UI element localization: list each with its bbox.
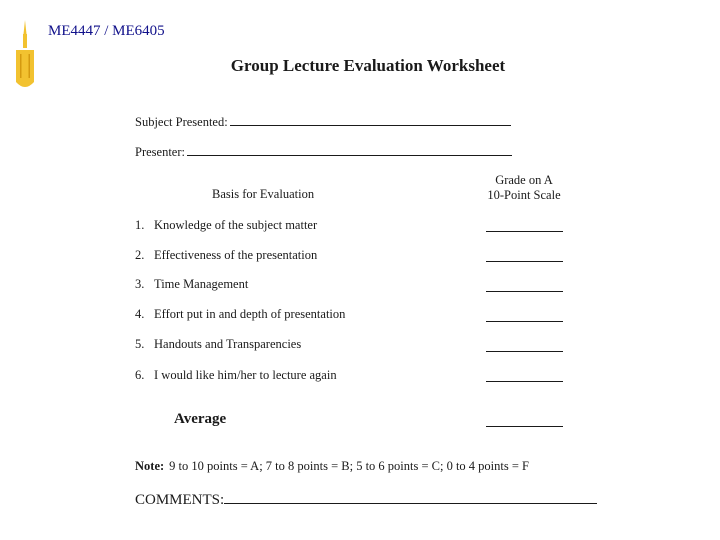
note-label: Note: [135,459,165,473]
criterion-row [135,368,337,383]
grade-blank[interactable] [486,339,563,352]
criterion-row [135,218,317,233]
criterion-text: Effectiveness of the presentation [154,248,318,262]
criterion-row [135,307,345,322]
criterion-number: 3. [135,277,145,291]
criterion-number: 1. [135,218,145,232]
presenter-field[interactable] [135,143,512,160]
criterion-row [135,337,301,352]
grade-header [474,173,574,203]
comments-field[interactable] [135,489,597,509]
comments-blank[interactable] [224,489,597,504]
grade-header-line1: Grade on A [495,173,553,187]
average-label: Average [174,411,227,427]
presenter-blank[interactable] [187,143,512,156]
grade-blank[interactable] [486,249,563,262]
criterion-number: 5. [135,337,145,351]
grade-header-line2: 10-Point Scale [487,188,561,202]
criterion-text: Knowledge of the subject matter [154,218,318,232]
criterion-number: 4. [135,307,145,321]
average-blank[interactable] [486,414,563,427]
worksheet-title: Group Lecture Evaluation Worksheet [230,56,506,75]
criterion-text: Effort put in and depth of presentation [154,307,346,321]
criterion-number: 6. [135,368,145,382]
grade-blank[interactable] [486,279,563,292]
course-code: ME4447 / ME6405 [48,23,165,39]
criterion-text: Time Management [154,277,249,291]
grade-blank[interactable] [486,219,563,232]
comments-label: COMMENTS: [135,492,225,508]
grade-blank[interactable] [486,309,563,322]
tech-tower-logo-icon [14,20,36,90]
criterion-text: Handouts and Transparencies [154,337,302,351]
criterion-number: 2. [135,248,145,262]
basis-header: Basis for Evaluation [212,187,315,201]
subject-field[interactable] [135,113,511,130]
criterion-text: I would like him/her to lecture again [154,368,337,382]
criterion-row [135,248,317,263]
subject-blank[interactable] [230,113,511,126]
subject-label: Subject Presented: [135,115,228,129]
grade-blank[interactable] [486,369,563,382]
criterion-row [135,277,248,292]
presenter-label: Presenter: [135,145,185,159]
note-text: 9 to 10 points = A; 7 to 8 points = B; 5 to 6 points = C; 0 to 4 points = F [169,459,529,473]
grading-note [135,459,529,474]
